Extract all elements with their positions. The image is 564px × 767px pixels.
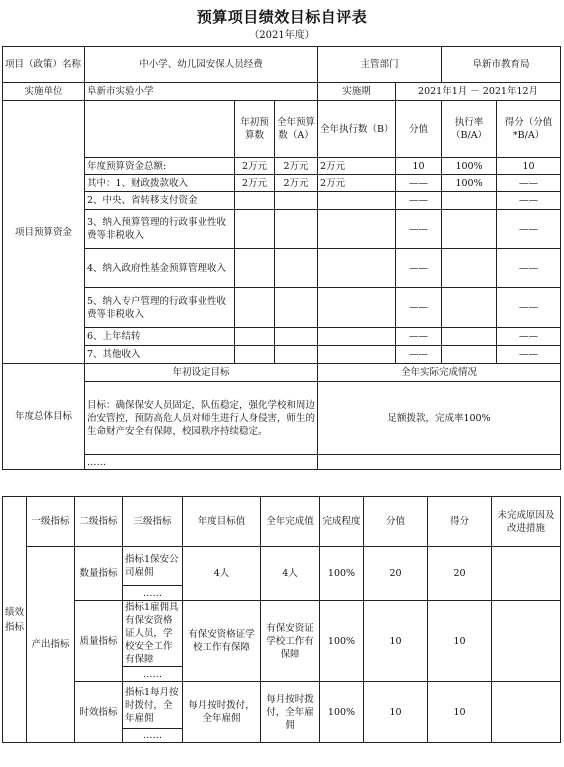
cell-exec <box>318 346 396 364</box>
cell-full <box>275 288 318 328</box>
score-value: 20 <box>364 547 428 601</box>
col-full-budget: 全年预算数（A） <box>275 101 318 158</box>
col-reason: 未完成原因及改进措施 <box>492 497 561 547</box>
cell-score: —— <box>396 210 442 249</box>
cell-got: —— <box>497 192 561 210</box>
actual-text: 足额拨款，完成率100% <box>318 382 561 455</box>
output-indicator-label: 产出指标 <box>27 547 75 743</box>
actual-value: 4人 <box>261 547 320 601</box>
row-label: 5、纳入专户管理的行政事业性收费等非税收入 <box>85 288 235 328</box>
row-label: 其中：1、财政拨款收入 <box>85 175 235 192</box>
cell-initial <box>235 249 275 288</box>
col-level1: 一级指标 <box>27 497 75 547</box>
col-initial-goal: 年初设定目标 <box>85 364 318 382</box>
cell-score: —— <box>396 175 442 192</box>
cell-rate <box>442 288 497 328</box>
cell-rate <box>442 249 497 288</box>
cell-initial <box>235 288 275 328</box>
cell-score: —— <box>396 328 442 346</box>
department-label: 主管部门 <box>318 47 442 83</box>
completion-degree: 100% <box>320 547 364 601</box>
table-row <box>3 547 561 586</box>
cell-exec: 2万元 <box>318 158 396 175</box>
cell-score: —— <box>396 288 442 328</box>
cell-got: —— <box>497 346 561 364</box>
level3-indicator: 指标1雇佣具有保安资格证人员，学校安全工作有保障 <box>123 601 183 667</box>
cell-rate: 100% <box>442 158 497 175</box>
level3-ellipsis: …… <box>123 586 183 601</box>
reason-value <box>492 547 561 601</box>
unit-value: 阜新市实验小学 <box>85 83 318 101</box>
completion-degree: 100% <box>320 682 364 743</box>
col-target: 年度目标值 <box>183 497 261 547</box>
table-row <box>3 346 561 364</box>
cell-rate <box>442 328 497 346</box>
cell-full <box>275 346 318 364</box>
cell-initial: 2万元 <box>235 175 275 192</box>
budget-table <box>2 46 561 470</box>
col-actual: 全年完成值 <box>261 497 320 547</box>
cell-exec <box>318 249 396 288</box>
table-row <box>3 210 561 249</box>
got-value: 10 <box>428 682 492 743</box>
project-name-value: 中小学、幼儿园安保人员经费 <box>85 47 318 83</box>
cell-full <box>275 249 318 288</box>
target-value: 4人 <box>183 547 261 601</box>
col-got-score: 得分（分值*B/A） <box>497 101 561 158</box>
cell-exec: 2万元 <box>318 175 396 192</box>
score-value: 10 <box>364 682 428 743</box>
table-row <box>3 192 561 210</box>
col-exec-rate: 执行率（B/A） <box>442 101 497 158</box>
row-label: 3、纳入预算管理的行政事业性收费等非税收入 <box>85 210 235 249</box>
cell-full <box>275 210 318 249</box>
col-actual-completion: 全年实际完成情况 <box>318 364 561 382</box>
target-value: 有保安资格证学校工作有保障 <box>183 601 261 682</box>
level2-indicator: 质量指标 <box>75 601 123 682</box>
reason-value <box>492 601 561 682</box>
cell-score: 10 <box>396 158 442 175</box>
period-label: 实施期 <box>318 83 396 101</box>
row-label: 年度预算资金总额: <box>85 158 235 175</box>
col-initial-budget: 年初预算数 <box>235 101 275 158</box>
cell-got: —— <box>497 288 561 328</box>
actual-value: 有保安资证学校工作有保障 <box>261 601 320 682</box>
project-name-label: 项目（政策）名称 <box>3 47 85 83</box>
cell-got: —— <box>497 210 561 249</box>
cell-rate <box>442 210 497 249</box>
cell-initial <box>235 346 275 364</box>
cell-exec <box>318 192 396 210</box>
budget-section-label: 项目预算资金 <box>3 101 85 364</box>
cell-rate: 100% <box>442 175 497 192</box>
performance-table <box>2 496 561 743</box>
cell-score: —— <box>396 192 442 210</box>
level2-indicator: 时效指标 <box>75 682 123 743</box>
level3-ellipsis: …… <box>123 667 183 682</box>
table-row <box>3 328 561 346</box>
row-label: 2、中央、省转移支付资金 <box>85 192 235 210</box>
level3-indicator: 指标1保安公司雇佣 <box>123 547 183 586</box>
row-label: 7、其他收入 <box>85 346 235 364</box>
cell-exec <box>318 288 396 328</box>
row-label: 6、上年结转 <box>85 328 235 346</box>
col-exec-amount: 全年执行数（B） <box>318 101 396 158</box>
table-row <box>3 601 561 667</box>
page-subtitle: （2021年度） <box>249 30 315 41</box>
got-value: 20 <box>428 547 492 601</box>
col-score: 分值 <box>364 497 428 547</box>
got-value: 10 <box>428 601 492 682</box>
row-label: 4、纳入政府性基金预算管理收入 <box>85 249 235 288</box>
cell-score: —— <box>396 346 442 364</box>
col-score: 分值 <box>396 101 442 158</box>
table-row <box>3 158 561 175</box>
annual-goal-label: 年度总体目标 <box>3 364 85 470</box>
cell-score: —— <box>396 249 442 288</box>
cell-initial <box>235 328 275 346</box>
cell-full <box>275 192 318 210</box>
cell-full: 2万元 <box>275 158 318 175</box>
cell-got: 10 <box>497 158 561 175</box>
level3-ellipsis: …… <box>123 729 183 743</box>
table-row <box>3 682 561 729</box>
cell-got: —— <box>497 328 561 346</box>
level3-indicator: 指标1每月按时拨付，全年雇佣 <box>123 682 183 729</box>
col-level3: 三级指标 <box>123 497 183 547</box>
page-title: 预算项目绩效目标自评表 <box>196 8 368 26</box>
table-row <box>3 175 561 192</box>
performance-section-label: 绩效指标 <box>3 497 27 743</box>
actual-value: 每月按时拨付，全年雇佣 <box>261 682 320 743</box>
target-value: 每月按时拨付，全年雇佣 <box>183 682 261 743</box>
cell-full <box>275 328 318 346</box>
period-value: 2021年1月 － 2021年12月 <box>396 83 561 101</box>
goal-ellipsis: …… <box>85 455 318 470</box>
cell-got: —— <box>497 175 561 192</box>
table-row <box>3 249 561 288</box>
cell-rate <box>442 346 497 364</box>
cell-exec <box>318 328 396 346</box>
cell-exec <box>318 210 396 249</box>
score-value: 10 <box>364 601 428 682</box>
department-value: 阜新市教育局 <box>442 47 561 83</box>
col-degree: 完成程度 <box>320 497 364 547</box>
cell-initial: 2万元 <box>235 158 275 175</box>
cell-initial <box>235 192 275 210</box>
completion-degree: 100% <box>320 601 364 682</box>
level2-indicator: 数量指标 <box>75 547 123 601</box>
reason-value <box>492 682 561 743</box>
col-got: 得分 <box>428 497 492 547</box>
cell-got: —— <box>497 249 561 288</box>
col-level2: 二级指标 <box>75 497 123 547</box>
unit-label: 实施单位 <box>3 83 85 101</box>
goal-text: 目标：确保保安人员固定，队伍稳定，强化学校和周边治安管控，预防高危人员对师生进行人身侵害，师生的生命财产安全有保障，校园秩序持续稳定。 <box>85 382 318 455</box>
cell-rate <box>442 192 497 210</box>
cell-full: 2万元 <box>275 175 318 192</box>
table-row <box>3 288 561 328</box>
cell-initial <box>235 210 275 249</box>
